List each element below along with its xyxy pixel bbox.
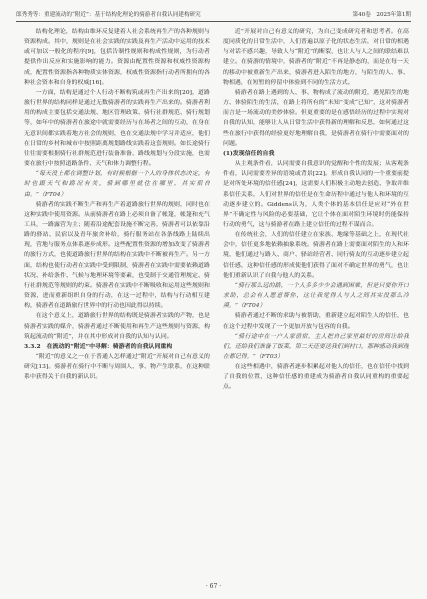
body-paragraph: 骑游者通过不断的求助与被帮助，重新建立起对陌生人的信任，也在这个过程中发现了一个更加开放与包容的自我。 — [223, 313, 409, 330]
body-paragraph: 在这些相遇中，骑游者逐步积累起对他人的信任，也在信任中找到了自我的位置，这种信任感的重建成为骑游者自我认同重构的重要起点。 — [223, 364, 409, 391]
header-article-title: 郎秀秀等：重建流动的“附近”：基于结构化理论的骑游者自我认同建构研究 — [16, 12, 201, 18]
body-paragraph: 在传统社会，人们的信任建立在家族、地缘等基础之上，在现代社会中，信任更多地依赖抽象系统。骑游者在路上需要面对陌生的人和环境，他们通过与路人、商户、驿站经营者、同行骑友的互动逐步建立起信任感，这种信任感的形成使他们获得了面对不确定世界的勇气，也让他们重新认识了自我与他人的关系。 — [223, 232, 409, 279]
body-paragraph: “附近”的意义之一在于普通人怎样通过“附近”开展对自己有意义的研究[13]。骑游者在骑行中不断与周围人、事、物产生联系，在这种联系中获得关于自我的新认识。 — [24, 354, 210, 381]
body-paragraph: 结构化理论，结构由维环反复建着人社会系统再生产的各种规则与资源构成。其中，规则是在社会实践的实践及再生产活动中运用的技术或可加以一般化的程序[9]，包括告制性规则和构成性规则，为行动者提供作出反应和实施影响的能力。资源由配置性资源和权威性资源构成，配置性资源指各种物质实体资源，权威性资源指行动者所拥有的各种社会资本和自身的权威[16]。 — [24, 29, 210, 86]
page-number: · 67 · — [205, 583, 222, 590]
running-header — [16, 9, 411, 22]
right-column — [223, 27, 409, 575]
body-paragraph: 骑游者的实践不断生产和再生产着道路旅行世界的规则，同时也在这种实践中使用资源。从前骑游者在路上必须自备了帐篷，帐篷和充气工具，一路露营为主；随着沿途配套设施不断完善，骑游者可以依靠沿路的驿站、民宿以及青年旅舍补给，骑行服务站在各条线路上陆续出现，营地与服务点体系逐步成形。这些配置性资源的增加改变了骑游者的旅行方式，也使道路旅行世界的结构在实践中不断被再生产。另一方面，结构也使行动者在实践中受到限制，骑游者在实践中需要依赖道路状况、补给条件、气候与地理环境等要素，也受制于交通管理规定、骑行社群规范等规则的约束。骑游者在实践中不断吸收和运用这些规则和资源，进而重新组织自身的行动，在这一过程中，结构与行动相互建构，骑游者在道路旅行世界中的行动也因此得以持续。 — [24, 201, 210, 310]
section-heading: 3.3.2 在流动的“附近”中寻解：骑游者的自我认同重构 — [24, 342, 173, 350]
body-paragraph: 从主观条件看，认同需要自我意识的觉醒和个性的发展；从客观条件看，认同需要差异的语境或背景[22]。形成自我认同的一个重要前提是对所处环境的信任感[24]，这需要人们积极主动地去创造、争取并维系信任关系，人们对世界的信任是在生命历程中通过与他人和环境的互动逐步建立的。Giddens认为，人类个体的基本信任是应对“外在世界”不确定性与风险的必要基础，它让个体在面对陌生环境时仍能保持行动的勇气，这与骑游者在路上建立信任的过程不谋而合。 — [223, 161, 409, 228]
header-journal-issue: 第40卷 2025年第1期 — [352, 12, 411, 18]
body-paragraph: 骑游者在路上遇到的人、事、物构成了流动的附近，遇见陌生的地方、体验陌生的生活，在路上将所有的“未知”变成“已知”，这对骑游者而言是一场流动的美妙体验。但更重要的是在感悟经历的过程中实现对自我的认知，能够让人从日常生活中获得新的理解和反思，如何通过这些在旅行中获得的经验更好地理解自我，是骑游者在骑行中需要面对的问题。 — [223, 89, 409, 147]
body-paragraph: 在这个意义上，道路旅行世界的结构既是骑游者实践的产物，也是骑游者实践的媒介，骑游者通过不断使用和再生产这些规则与资源，构筑起流动的“附近”，并在其中形成对自我的认知与认同。 — [24, 313, 210, 340]
interview-quote: “每天没上都在调整计划，有时候根据一个人的身体状态决定，有时也跟天气和路况有关，骑到哪里就住在哪里，其实很自由。”（FT04） — [24, 171, 210, 198]
interview-quote: “骑行那么远的路，一个人多多少少会遇到困难，但是只要你开口求助，总会有人愿意帮你，这让我觉得人与人之间其实没那么冷漠。”（FT04） — [223, 282, 409, 310]
interview-quote: “骑行途中在一户人家借宿，主人把自己家里最好的房间让给我们，还给我们准备了饭菜，第二天还要送我们到村口，那种感动我到现在都记得。”（FT03） — [223, 333, 409, 360]
body-paragraph: 近”开展对自己有意义的研究，为自己变成研究者和思考者。在高度同质化的日常生活中，人们普遍以原子化的状态生活，对日常的相遇与对话不感兴趣，导致人与“附近”的断裂，也让人与人之间的联结难以建立。在骑游的情境中，骑游者的“附近”不再是静态的，而是在每一天的移动中被重新生产出来，骑游者进入陌生的地方，与陌生的人、事、物相遇，在短暂的停留中体验到不同的生活方式。 — [223, 29, 409, 86]
section-heading: (1)发现信任的自我 — [223, 149, 275, 157]
left-column — [24, 27, 210, 575]
body-paragraph: 一方面，结构是通过个人行动不断构筑或再生产出来的[20]，道路旅行世界的结构同样是通过无数骑游者的实践再生产出来的。骑游者利用的构成主要包括交通法规、地区管理政策、骑行社群规范、骑行规划等，如年中的骑游者在旅途中就需要经历与在场者之间的互动，在身在无意识间都实践着地方社会的规则，也在交通法规中学习并适应，他们在日常的乡村和城市中按照距离规划路线实践着这套规则。如长途骑行往往需要根据骑行社群规范进行装备准备、路线规划与分段实施，也需要在旅行中按照道路条件、天气和体力调整行程。 — [24, 89, 210, 168]
